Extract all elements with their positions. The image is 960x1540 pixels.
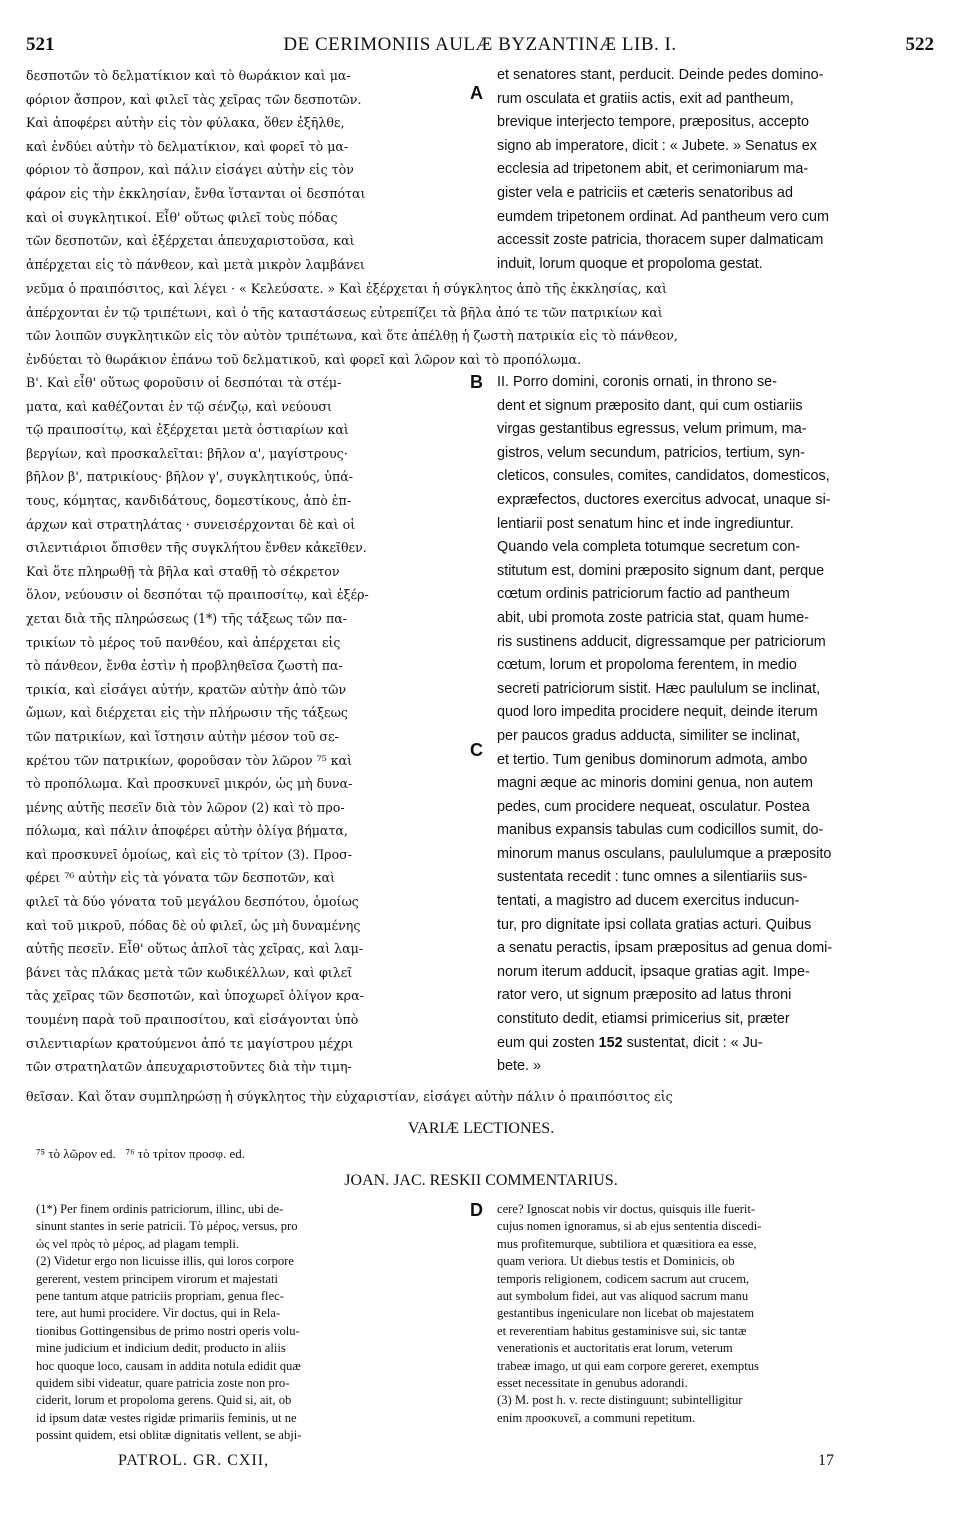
commentary-line: quam veriora. Ut diebus testis et Dominicis, ob <box>497 1254 735 1269</box>
greek-line: σιλεντιάριοι ὄπισθεν τῆς συγκλήτου ἔνθεν κἀκεῖθεν. <box>26 540 367 556</box>
latin-line: bete. » <box>497 1058 542 1075</box>
page-number-right: 522 <box>905 34 934 55</box>
commentary-line: pene tantum atque patriciis propriam, genua flec- <box>36 1289 284 1304</box>
greek-line: ματα, καὶ καθέζονται ἐν τῷ σένζῳ, καὶ νεύουσι <box>26 398 332 414</box>
latin-line: signo ab imperatore, dicit : « Jubete. » Senatus ex <box>497 137 817 154</box>
latin-line: gistros, velum secundum, patricios, tertium, syn- <box>497 444 805 461</box>
commentary-line: tionibus Gottingensibus de primo nostri operis volu- <box>36 1323 300 1338</box>
latin-line: tentati, a magistro ad ducem exercitus inducun- <box>497 893 800 910</box>
commentary-line: possint quidem, etsi oblitæ dignitatis vellent, se abji- <box>36 1428 302 1443</box>
latin-line: Quando vela completa totumque secretum con- <box>497 539 801 556</box>
greek-line: φάρον εἰς τὴν ἐκκλησίαν, ἔνθα ἵστανται οἱ δεσπόται <box>26 185 366 201</box>
greek-line: πόλωμα, καὶ πάλιν ἀποφέρει αὐτὴν ὀλίγα βήματα, <box>26 823 348 839</box>
greek-line: καὶ ἐνδύει αὐτὴν τὸ δελματίκιον, καὶ φορεῖ τὸ μα- <box>26 138 349 154</box>
latin-line: induit, lorum quoque et propoloma gestat. <box>497 255 763 272</box>
greek-line: Καὶ ὅτε πληρωθῇ τὰ βῆλα καὶ σταθῇ τὸ σέκρετον <box>26 563 340 579</box>
greek-line: καὶ τοῦ μικροῦ, πόδας δὲ οὐ φιλεῖ, ὡς μὴ δυναμένης <box>26 917 361 933</box>
greek-line: αὐτῆς πεσεῖν. Εἶθ' οὕτως ἁπλοῖ τὰς χεῖρας, καὶ λαμ- <box>26 941 364 957</box>
greek-line: χεται διὰ τῆς πληρώσεως (1*) τῆς τάξεως τῶν πα- <box>26 610 347 626</box>
latin-line: eum qui zosten <box>497 1034 595 1051</box>
latin-line: cleticos, consules, comites, candidatos, domesticos, <box>497 468 830 485</box>
latin-line: gister vela e patriciis et cæteris senatoribus ad <box>497 184 793 201</box>
latin-line: ecclesia ad tripetonem abit, et cerimoniarum ma- <box>497 161 809 178</box>
greek-line: τῶν λοιπῶν συγκλητικῶν εἰς τὸν αὐτὸν τριπέτωνα, καὶ ὅτε ἀπέλθῃ ἡ ζωστὴ πατρικία εἰς τὸ πάνθεον, <box>26 328 678 344</box>
commentary-left <box>36 1201 302 1445</box>
greek-line: Καὶ ἀποφέρει αὐτὴν εἰς τὸν φύλακα, ὅθεν ἐξῆλθε, <box>26 115 345 131</box>
margin-letter-d: D <box>470 1200 483 1220</box>
note-mark: ⁷⁵ <box>36 1146 46 1161</box>
greek-line: τὸ προπόλωμα. Καὶ προσκυνεῖ μικρόν, ὡς μὴ δυνα- <box>26 776 353 792</box>
note-text: τὸ λῶρον ed. <box>48 1146 116 1161</box>
footer-sheet-number: 17 <box>818 1452 834 1469</box>
commentary-line: mus profitemurque, subtiliora et quæsitiora ea esse, <box>497 1236 757 1251</box>
commentary-line: ὡς vel πρὸς τὸ μέρος, ad plagam templi. <box>36 1236 240 1251</box>
greek-line: φόριον τὸ ἄσπρον, καὶ πάλιν εἰσάγει αὐτὴν εἰς τὸν <box>26 162 354 178</box>
page-number-left: 521 <box>26 34 55 55</box>
greek-line: δεσποτῶν τὸ δελματίκιον καὶ τὸ θωράκιον καὶ μα- <box>26 68 351 83</box>
commentary-line: mine judicium et indicium dedit, producto in aliis <box>36 1341 286 1356</box>
column-number: 152 <box>598 1034 623 1051</box>
latin-line: ris sustinens adducit, digressamque per patriciorum <box>497 633 826 650</box>
commentary-line: venerationis et auctoritatis erat lorum, veterum <box>497 1341 733 1356</box>
commentary-line: cere? Ignoscat nobis vir doctus, quisquis ille fuerit- <box>497 1202 756 1216</box>
latin-line: a senatu peractis, ipsam præpositus ad genua domi- <box>497 940 833 957</box>
latin-line: minorum manus osculans, paululumque a præposito <box>497 845 832 862</box>
greek-line: βάνει τὰς πλάκας μετὰ τῶν κωδικέλλων, καὶ φιλεῖ <box>26 964 353 980</box>
greek-line: ἐνδύεται τὸ θωράκιον ἐπάνω τοῦ δελματικοῦ, καὶ φορεῖ καὶ λῶρον καὶ τὸ προπόλωμα. <box>26 351 582 367</box>
greek-line: Β'. Καὶ εἶθ' οὕτως φοροῦσιν οἱ δεσπόται τὰ στέμ- <box>26 375 342 390</box>
latin-line: manibus expansis tabulas cum codicillos sumit, do- <box>497 822 824 839</box>
latin-line: tur, pro dignitate ipsi collata gratias acturi. Quibus <box>497 916 812 933</box>
greek-line: τουμένη παρὰ τοῦ πραιποσίτου, καὶ εἰσάγονται ὑπὸ <box>26 1012 359 1028</box>
greek-line: τὸ πάνθεον, ἔνθα ἐστὶν ἡ προβληθεῖσα ζωστὴ πα- <box>26 658 343 674</box>
latin-line: pedes, cum procidere nequeat, osculatur. Postea <box>497 798 810 815</box>
commentary-line: (3) M. post h. v. recte distinguunt; subintelligitur <box>497 1393 743 1408</box>
greek-line: τρικία, καὶ εἰσάγει αὐτήν, κρατῶν αὐτὴν ἀπὸ τῶν <box>26 681 347 697</box>
commentary-right <box>497 1201 761 1427</box>
latin-line: sustentat, dicit : « Ju- <box>626 1034 763 1051</box>
latin-line: eumdem tripetonem ordinat. Ad pantheum vero cum <box>497 208 829 225</box>
latin-line: rator vero, ut signum præposito ad latus throni <box>497 987 792 1004</box>
greek-line: τῷ πραιποσίτῳ, καὶ ἐξέρχεται μετὰ ὀστιαρίων καὶ <box>26 422 349 438</box>
page-header <box>26 34 934 62</box>
variant-note-75 <box>36 1146 245 1162</box>
greek-line: τῶν πατρικίων, καὶ ἵστησιν αὐτὴν μέσον τοῦ σε- <box>26 728 339 744</box>
greek-line: ὅλον, νεύουσιν οἱ δεσπόται τῷ πραιποσίτῳ, καὶ ἐξέρ- <box>26 587 369 603</box>
running-title: DE CERIMONIIS AULÆ BYZANTINÆ LIB. I. <box>283 34 677 55</box>
latin-line: secreti patriciorum sistit. Hæc paululum se inclinat, <box>497 680 821 697</box>
margin-letter-a: A <box>470 83 483 103</box>
latin-line: constituto dedit, etiamsi primicerius sit, præter <box>497 1011 790 1028</box>
greek-line: φόριον ἄσπρον, καὶ φιλεῖ τὰς χεῖρας τῶν δεσποτῶν. <box>26 91 362 107</box>
latin-line: magni æque ac minoris domini genua, non autem <box>497 775 813 792</box>
commentary-heading: JOAN. JAC. RESKII COMMENTARIUS. <box>344 1172 618 1189</box>
commentary-line: hoc quoque loco, causam in addita notula edidit quæ <box>36 1358 301 1373</box>
greek-line: τρικίων τὸ μέρος τοῦ πανθέου, καὶ ἀπέρχεται εἰς <box>26 634 341 650</box>
greek-line: καὶ προσκυνεῖ ὁμοίως, καὶ εἰς τὸ τρίτον (3). Προσ- <box>26 846 353 862</box>
greek-line: ἀπέρχεται εἰς τὸ πάνθεον, καὶ μετὰ μικρὸν λαμβάνει <box>26 256 365 272</box>
greek-line: τους, κόμητας, κανδιδάτους, δομεστίκους, ἀπὸ ἐπ- <box>26 492 352 508</box>
commentary-line: (1*) Per finem ordinis patriciorum, illinc, ubi de- <box>36 1202 284 1216</box>
footer-signature: PATROL. GR. CXII, <box>118 1452 270 1469</box>
latin-line: sustentata recedit : tunc omnes a silentiariis sus- <box>497 869 808 886</box>
greek-line: μένης αὐτῆς πεσεῖν διὰ τὸν λῶρον (2) καὶ τὸ προ- <box>26 799 345 815</box>
commentary-line: sinunt stantes in serie patricii. Τὸ μέρος, versus, pro <box>36 1219 298 1234</box>
latin-line: et senatores stant, perducit. Deinde pedes domino- <box>497 67 824 83</box>
greek-full-width-end <box>26 1085 936 1109</box>
greek-line: τῶν στρατηλατῶν ἀπευχαριστοῦντες διὰ τὴν τιμη- <box>26 1059 352 1075</box>
greek-column-top <box>26 64 488 276</box>
latin-line: brevique interjecto tempore, præpositus, accepto <box>497 114 809 131</box>
commentary-line: et reverentiam habitus gestaminisve sui, sic tantæ <box>497 1323 747 1338</box>
latin-line: accessit zoste patricia, thoracem super dalmaticam <box>497 232 824 249</box>
latin-line: dent et signum præposito dant, qui cum ostiariis <box>497 397 803 414</box>
commentary-line: esset necessitate in genubus adorandi. <box>497 1376 688 1391</box>
commentary-line: quidem sibi videatur, quare patricia zoste non pro- <box>36 1376 290 1391</box>
greek-line: βεργίων, καὶ προσκαλεῖται: βῆλον α', μαγίστρους· <box>26 445 348 461</box>
latin-line: lentiarii post senatum hinc et inde ingrediuntur. <box>497 515 794 532</box>
note-text: τὸ τρίτον προσφ. ed. <box>137 1146 246 1161</box>
variae-lectiones-heading: VARIÆ LECTIONES. <box>407 1120 555 1137</box>
latin-line: II. Porro domini, coronis ornati, in throno se- <box>497 374 777 390</box>
greek-line: φέρει ⁷⁶ αὐτὴν εἰς τὰ γόνατα τῶν δεσποτῶν, καὶ <box>26 870 336 886</box>
latin-line: per paucos gradus adducta, similiter se inclinat, <box>497 727 801 744</box>
commentary-line: temporis religionem, codicem sacrum aut crucem, <box>497 1271 750 1286</box>
greek-full-width <box>26 277 936 371</box>
greek-line: θεῖσαν. Καὶ ὅταν συμπληρώσῃ ἡ σύγκλητος τὴν εὐχαριστίαν, εἰσάγει αὐτὴν πάλιν ὁ πραιπόσιτος εἰς <box>26 1089 673 1104</box>
commentary-line: ciderit, lorum et propoloma gerens. Quid si, ait, ob <box>36 1393 292 1408</box>
latin-line: stitutum est, domini præposito signum dant, perque <box>497 562 825 579</box>
latin-line-with-number <box>497 1032 937 1056</box>
latin-line: abit, ubi promota zoste patricia stat, quam hume- <box>497 609 809 626</box>
latin-line: et tertio. Tum genibus dominorum admota, ambo <box>497 751 808 768</box>
latin-line: cœtum, lorum et propoloma ferentem, in medio <box>497 657 797 674</box>
commentary-line: gestantibus ingeniculare non licebat ob majestatem <box>497 1306 755 1321</box>
latin-line: norum iterum adducit, ipsaque gratias agit. Impe- <box>497 963 810 980</box>
commentary-line: trabeæ imago, ut qui eam corpore gereret, exemptus <box>497 1358 759 1373</box>
commentary-line: (2) Videtur ergo non licuisse illis, qui loros corpore <box>36 1254 294 1269</box>
latin-line: rum osculata et gratiis actis, exit ad pantheum, <box>497 90 794 107</box>
commentary-line: gererent, vestem principem virorum et majestati <box>36 1271 278 1286</box>
greek-line: βῆλον β', πατρικίους· βῆλον γ', συγκλητικούς, ὑπά- <box>26 469 353 485</box>
margin-letter-c: C <box>470 740 483 760</box>
commentary-line: cujus nomen ignoramus, si ab ejus sententia discedi- <box>497 1219 762 1234</box>
margin-letter-b: B <box>470 372 483 392</box>
greek-line: νεῦμα ὁ πραιπόσιτος, καὶ λέγει · « Κελεύσατε. » Καὶ ἐξέρχεται ἡ σύγκλητος ἀπὸ τῆς ἐκκλησίας, καὶ <box>26 281 667 296</box>
greek-line: ἀπέρχονται ἐν τῷ τριπέτωνι, καὶ ὁ τῆς καταστάσεως εὐτρεπίζει τὰ βῆλα ἀπό τε τῶν πατρικίων καὶ <box>26 304 663 320</box>
latin-column-mid <box>497 371 937 1079</box>
greek-line: τῶν δεσποτῶν, καὶ ἐξέρχεται ἀπευχαριστοῦσα, καὶ <box>26 233 355 249</box>
greek-line: τὰς χεῖρας τῶν δεσποτῶν, καὶ ὑποχωρεῖ ὀλίγον κρα- <box>26 988 364 1004</box>
latin-column-top <box>497 64 937 276</box>
latin-line: expræfectos, ductores exercitus advocat, unaque si- <box>497 491 831 508</box>
greek-line: σιλεντιαρίων κρατούμενοι ἀπό τε μαγίστρου μέχρι <box>26 1035 354 1051</box>
greek-line: ὤμων, καὶ διέρχεται εἰς τὴν πλήρωσιν τῆς τάξεως <box>26 705 348 721</box>
commentary-line: tere, aut humi procidere. Vir doctus, qui in Rela- <box>36 1306 281 1321</box>
latin-line: quod loro impedita procidere nequit, deinde iterum <box>497 704 818 721</box>
commentary-line: enim προσκυνεῖ, a communi repetitum. <box>497 1410 696 1425</box>
note-mark: ⁷⁶ <box>125 1146 135 1161</box>
greek-column-mid <box>26 371 488 1079</box>
greek-line: φιλεῖ τὰ δύο γόνατα τοῦ μεγάλου δεσπότου, ὁμοίως <box>26 894 359 910</box>
greek-line: κρέτου τῶν πατρικίων, φοροῦσαν τὸν λῶρον ⁷⁵ καὶ <box>26 752 353 768</box>
commentary-line: id ipsum datæ vestes rigidæ primariis feminis, ut ne <box>36 1410 297 1425</box>
greek-line: άρχων καὶ στρατηλάτας · συνεισέρχονται δὲ καὶ οἱ <box>26 516 356 532</box>
commentary-line: aut symbolum fidei, aut vas aliquod sacrum manu <box>497 1289 749 1304</box>
latin-line: cœtum ordinis patriciorum factio ad pantheum <box>497 586 790 603</box>
latin-line: virgas gestantibus egressus, velum primum, ma- <box>497 421 807 438</box>
greek-line: καὶ οἱ συγκλητικοί. Εἶθ' οὕτως φιλεῖ τοὺς πόδας <box>26 209 338 225</box>
